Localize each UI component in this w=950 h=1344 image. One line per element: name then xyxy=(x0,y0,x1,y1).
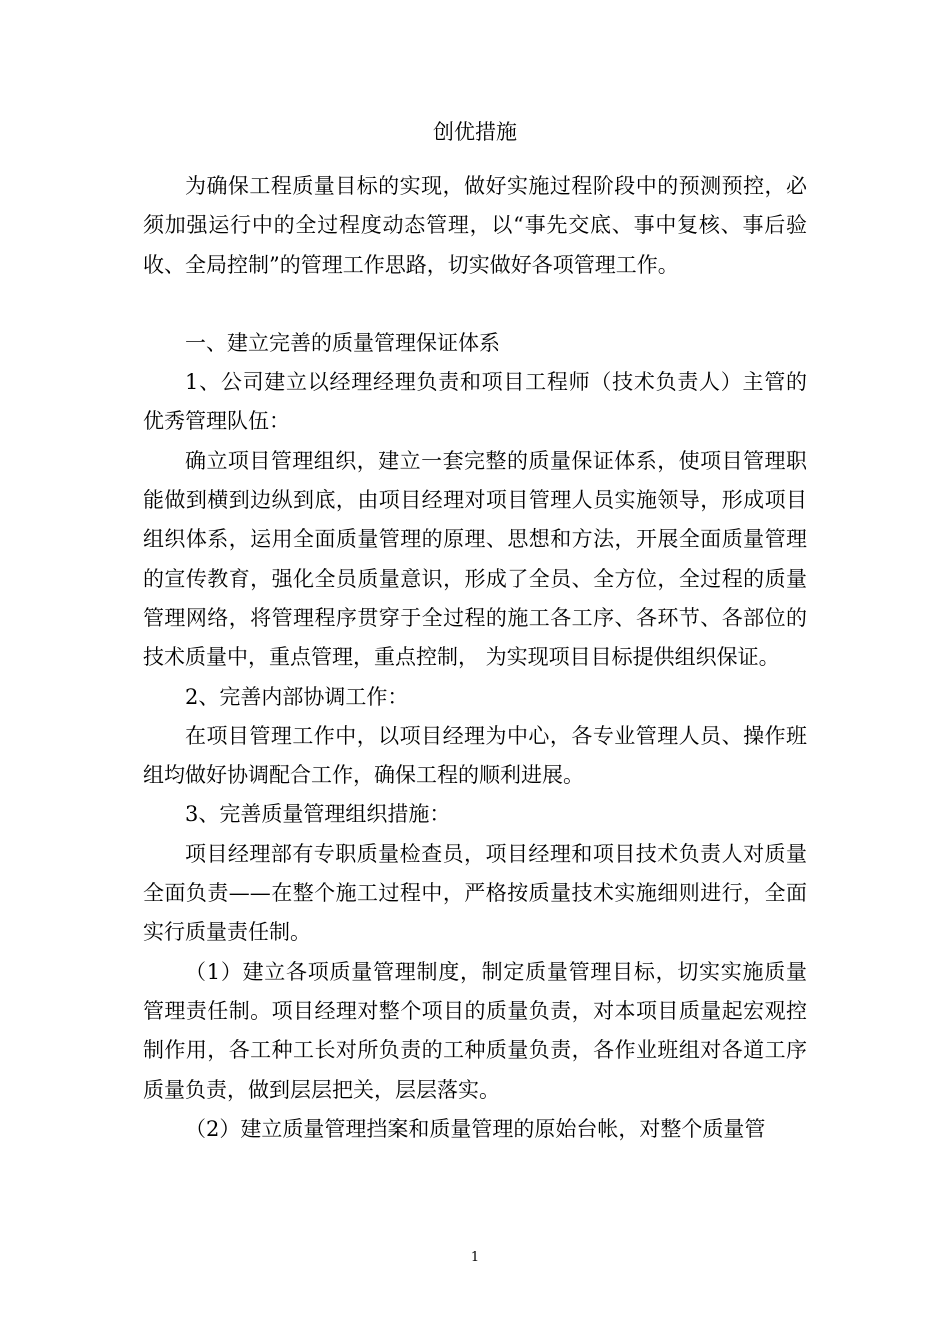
subsection-heading-3: 3、完善质量管理组织措施： xyxy=(185,802,451,827)
paragraph-quality-inspector: 项目经理部有专职质量检查员，项目经理和项目技术负责人对质量全面负责——在整个施工过程中，严格按质量技术实施细则进行，全面实行质量责任制。 xyxy=(143,841,807,945)
section-heading-1: 一、建立完善的质量管理保证体系 xyxy=(185,330,500,355)
paragraph-coordination: 在项目管理工作中，以项目经理为中心，各专业管理人员、操作班组均做好协调配合工作，确保工程的顺利进展。 xyxy=(143,723,807,788)
subsection-heading-1: 1、公司建立以经理经理负责和项目工程师（技术负责人）主管的优秀管理队伍： xyxy=(143,370,807,434)
document-body xyxy=(143,167,807,1149)
page-number: 1 xyxy=(470,1250,480,1265)
paragraph-intro: 为确保工程质量目标的实现，做好实施过程阶段中的预测预控，必须加强运行中的全过程度动态管理，以“事先交底、事中复核、事后验收、全局控制”的管理工作思路，切实做好各项管理工作。 xyxy=(143,174,807,277)
paragraph-item-1: （1）建立各项质量管理制度，制定质量管理目标，切实实施质量管理责任制。项目经理对整个项目的质量负责，对本项目质量起宏观控制作用，各工种工长对所负责的工种质量负责，各作业班组对各道工序质量负责，做到层层把关，层层落实。 xyxy=(143,959,807,1102)
subsection-heading-2: 2、完善内部协调工作： xyxy=(185,684,409,709)
document-title: 创优措施 xyxy=(433,120,517,144)
paragraph-item-2: （2）建立质量管理挡案和质量管理的原始台帐，对整个质量管 xyxy=(185,1116,766,1141)
paragraph-organization: 确立项目管理组织，建立一套完整的质量保证体系，使项目管理职能做到横到边纵到底，由项目经理对项目管理人员实施领导，形成项目组织体系，运用全面质量管理的原理、思想和方法，开展全面质量管理的宣传教育，强化全员质量意识，形成了全员、全方位，全过程的质量管理网络，将管理程序贯穿于全过程的施工各工序、各环节、各部位的技术质量中，重点管理，重点控制， 为实现项目目标提供组织保证。 xyxy=(143,448,807,670)
